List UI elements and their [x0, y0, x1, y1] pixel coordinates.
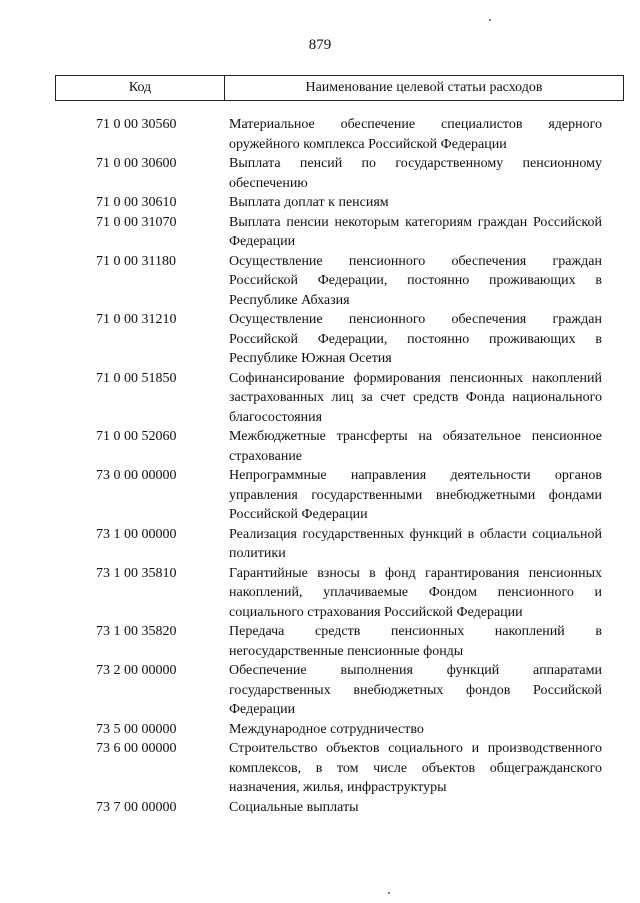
row-name: Передача средств пенсионных накоплений в негосударственные пенсионные фонды [229, 624, 602, 659]
row-name: Выплата пенсии некоторым категориям граждан Российской Федерации [229, 214, 602, 249]
row-name: Осуществление пенсионного обеспечения граждан Российской Федерации, постоянно проживающих в Республике Абхазия [229, 253, 602, 308]
row-code: 71 0 00 52060 [96, 429, 177, 444]
row-code: 71 0 00 30610 [96, 195, 177, 210]
row-name: Выплата доплат к пенсиям [229, 195, 389, 210]
row-name: Социальные выплаты [229, 799, 359, 815]
row-code: 73 6 00 00000 [96, 741, 177, 756]
table-row [0, 739, 640, 798]
row-name: Реализация государственных функций в области социальной политики [229, 526, 602, 561]
row-name: Международное сотрудничество [229, 721, 424, 737]
table-body [0, 115, 640, 817]
row-code: 73 5 00 00000 [96, 721, 177, 737]
table-row [0, 369, 640, 428]
scan-speck [489, 19, 491, 21]
row-name: Межбюджетные трансферты на обязательное пенсионное страхование [229, 429, 602, 464]
row-name: Непрограммные направления деятельности органов управления государственными внебюджетными фондами Российской Федерации [229, 468, 602, 522]
row-code: 71 0 00 30600 [96, 156, 177, 171]
table-row [0, 798, 640, 818]
row-name: Выплата пенсий по государственному пенсионному обеспечению [229, 156, 602, 191]
row-code: 73 1 00 00000 [96, 526, 177, 542]
table-row [0, 720, 640, 740]
row-name: Гарантийные взносы в фонд гарантирования пенсионных накоплений, уплачиваемые Фондом пенсионного и социального страхования Российской Федерации [229, 565, 602, 620]
row-code: 73 0 00 00000 [96, 468, 177, 483]
table-row [0, 525, 640, 564]
table-row [0, 252, 640, 311]
scan-speck [388, 892, 390, 894]
header-code-cell: Код [56, 76, 225, 100]
page-number: 879 [308, 37, 332, 53]
table-row [0, 661, 640, 720]
table-row [0, 427, 640, 466]
table-row [0, 564, 640, 623]
row-code: 73 2 00 00000 [96, 663, 177, 678]
row-name: Софинансирование формирования пенсионных накоплений застрахованных лиц за счет средств Фонда национального благосостояния [229, 370, 602, 425]
row-code: 73 1 00 35810 [96, 565, 177, 581]
table-row [0, 154, 640, 193]
table-header [55, 75, 624, 101]
row-name: Обеспечение выполнения функций аппаратами государственных внебюджетных фондов Российской Федерации [229, 663, 602, 717]
table-row [0, 193, 640, 213]
table-row [0, 622, 640, 661]
row-name: Строительство объектов социального и производственного комплексов, в том числе объектов общегражданского назначения, жилья, инфраструктуры [229, 741, 602, 795]
table-row [0, 213, 640, 252]
row-name: Осуществление пенсионного обеспечения граждан Российской Федерации, постоянно проживающих в Республике Южная Осетия [229, 312, 602, 366]
row-code: 73 7 00 00000 [96, 799, 177, 815]
row-code: 71 0 00 31180 [96, 253, 176, 269]
row-code: 71 0 00 51850 [96, 370, 177, 386]
row-code: 73 1 00 35820 [96, 624, 177, 639]
row-code: 71 0 00 31070 [96, 214, 177, 230]
row-name: Материальное обеспечение специалистов ядерного оружейного комплекса Российской Федерации [229, 117, 602, 152]
row-code: 71 0 00 31210 [96, 312, 177, 327]
table-row [0, 115, 640, 154]
row-code: 71 0 00 30560 [96, 117, 177, 132]
table-row [0, 466, 640, 525]
table-row [0, 310, 640, 369]
header-name-cell: Наименование целевой статьи расходов [305, 80, 543, 95]
